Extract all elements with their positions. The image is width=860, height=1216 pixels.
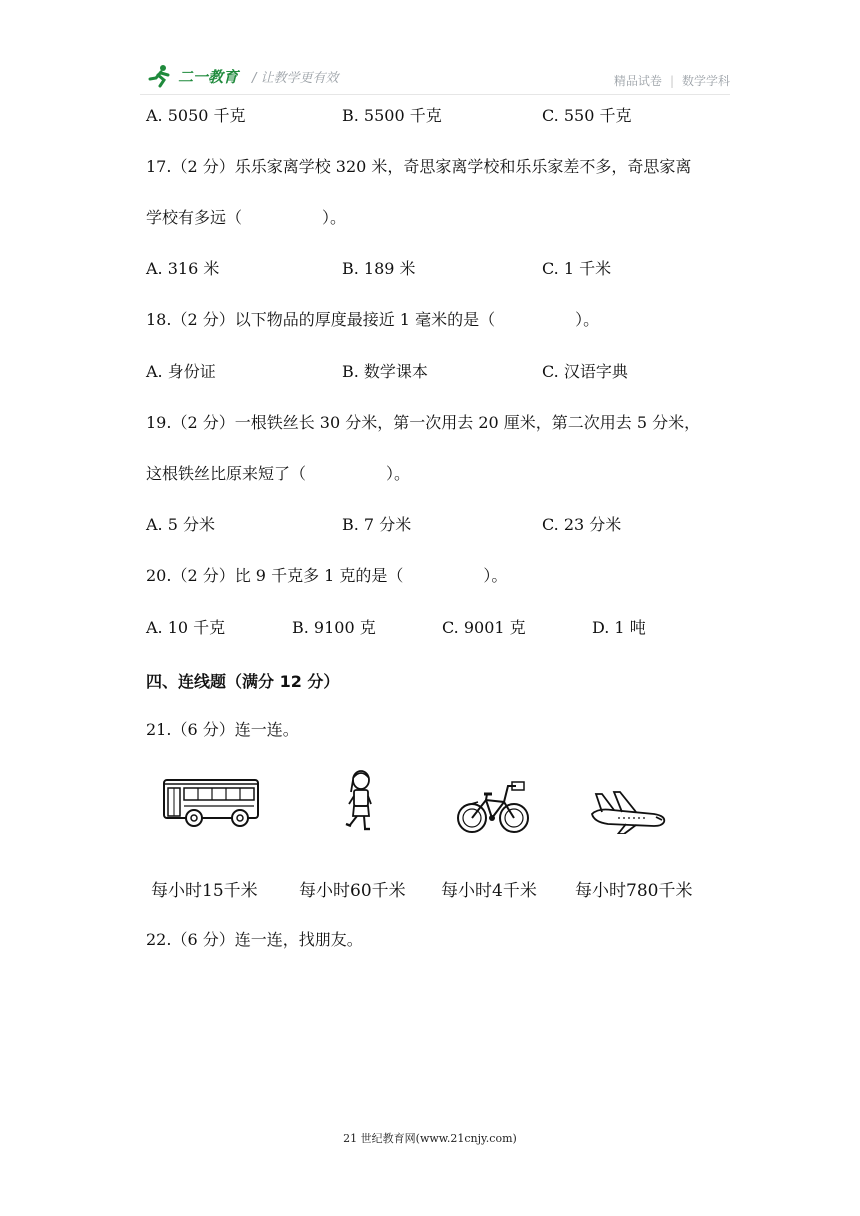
airplane-icon	[588, 788, 668, 834]
walking-girl-icon	[342, 770, 378, 832]
q16-option-c: C. 550 千克	[542, 106, 632, 125]
header-brand	[146, 64, 339, 88]
q19-option-a: A. 5 分米	[146, 515, 215, 534]
q18-option-a: A. 身份证	[146, 362, 216, 381]
section-title: 四、连线题（满分 12 分）	[146, 672, 340, 691]
logo-text: 二一教育	[178, 67, 239, 86]
header-label-subject: 数学学科	[681, 74, 730, 88]
q19-text-line2: 这根铁丝比原来短了（ ）。	[146, 464, 411, 483]
q18-option-b: B. 数学课本	[342, 362, 428, 381]
q20-option-a: A. 10 千克	[146, 618, 226, 637]
q19-option-c: C. 23 分米	[542, 515, 622, 534]
q17-option-c: C. 1 千米	[542, 259, 612, 278]
q20-option-b: B. 9100 克	[292, 618, 376, 637]
bicycle-icon	[456, 780, 532, 836]
header-labels	[614, 72, 730, 89]
runner-logo-icon	[146, 64, 174, 88]
q17-option-a: A. 316 米	[146, 259, 220, 278]
q21-text-line1: 21.（6 分）连一连。	[146, 720, 299, 739]
q19-option-b: B. 7 分米	[342, 515, 412, 534]
q20-option-c: C. 9001 克	[442, 618, 526, 637]
speed-label-4: 每小时780千米	[575, 881, 693, 901]
slogan: / 让教学更有效	[252, 70, 339, 86]
q18-option-c: C. 汉语字典	[542, 362, 628, 381]
q20-text-line1: 20.（2 分）比 9 千克多 1 克的是（ ）。	[146, 566, 508, 585]
q19-text-line1: 19.（2 分）一根铁丝长 30 分米，第一次用去 20 厘米，第二次用去 5 分米，	[146, 413, 701, 432]
q20-option-d: D. 1 吨	[592, 618, 646, 637]
speed-label-2: 每小时60千米	[299, 881, 406, 901]
q17-option-b: B. 189 米	[342, 259, 416, 278]
q18-text-line1: 18.（2 分）以下物品的厚度最接近 1 毫米的是（ ）。	[146, 310, 600, 329]
bus-icon	[162, 776, 262, 828]
q16-option-b: B. 5500 千克	[342, 106, 442, 125]
header-divider	[140, 94, 730, 95]
header-separator: |	[669, 74, 674, 88]
page-footer: 21 世纪教育网(www.21cnjy.com)	[343, 1132, 517, 1145]
speed-label-1: 每小时15千米	[151, 881, 258, 901]
speed-label-3: 每小时4千米	[441, 881, 537, 901]
q17-text-line2: 学校有多远（ ）。	[146, 208, 347, 227]
header-label-premium: 精品试卷	[613, 74, 662, 88]
q22-text-line1: 22.（6 分）连一连，找朋友。	[146, 930, 363, 949]
q17-text-line1: 17.（2 分）乐乐家离学校 320 米，奇思家离学校和乐乐家差不多，奇思家离	[146, 157, 692, 176]
q16-option-a: A. 5050 千克	[146, 106, 246, 125]
